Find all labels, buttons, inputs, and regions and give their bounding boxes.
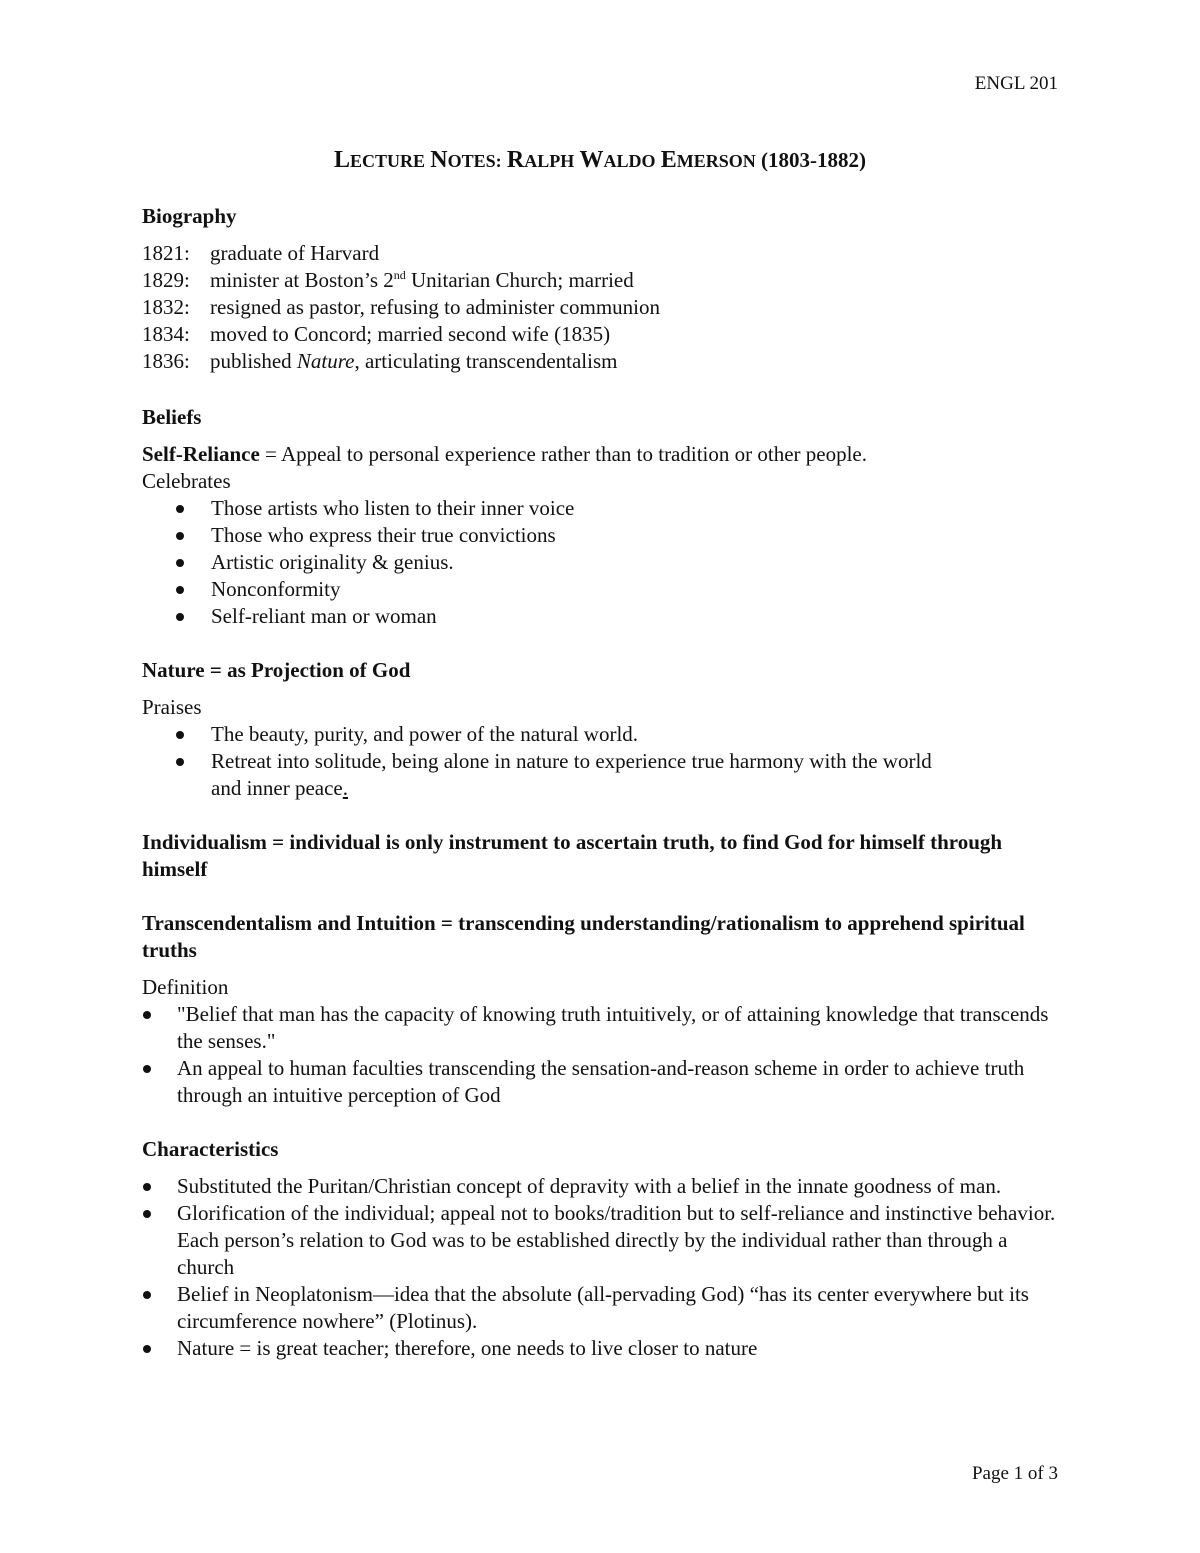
biography-section xyxy=(142,203,1058,375)
transcendentalism-section xyxy=(142,910,1058,1109)
individualism-section xyxy=(142,829,1058,883)
celebrates-list xyxy=(142,495,1058,630)
list-item: Belief in Neoplatonism—idea that the absolute (all-pervading God) “has its center everywhere but its circumference nowhere” (Plotinus). xyxy=(142,1281,1058,1335)
list-item: Artistic originality & genius. xyxy=(142,549,1058,576)
celebrates-label: Celebrates xyxy=(142,469,231,493)
page-title: LECTURE NOTES: RALPH WALDO EMERSON (1803-1882) xyxy=(333,147,867,173)
praises-label: Praises xyxy=(142,695,202,719)
document-body xyxy=(142,146,1058,1362)
list-item: Substituted the Puritan/Christian concept of depravity with a belief in the innate goodness of man. xyxy=(142,1173,1058,1200)
individualism-heading: Individualism = individual is only instrument to ascertain truth, to find God for himself through himself xyxy=(142,830,1003,881)
list-item: Nonconformity xyxy=(142,576,1058,603)
praises-list xyxy=(142,721,1058,802)
characteristics-section xyxy=(142,1136,1058,1362)
list-item: "Belief that man has the capacity of knowing truth intuitively, or of attaining knowledge that transcends the senses." xyxy=(142,1001,1058,1055)
list-item: The beauty, purity, and power of the natural world. xyxy=(142,721,1058,748)
biography-entry: 1829: minister at Boston’s 2nd Unitarian Church; married xyxy=(142,268,634,292)
biography-list xyxy=(142,240,1058,375)
list-item: Nature = is great teacher; therefore, one needs to live closer to nature xyxy=(142,1335,1058,1362)
list-item: Glorification of the individual; appeal not to books/tradition but to self-reliance and instinctive behavior. Each person’s relation to God was to be established directly by the individual rather than through a church xyxy=(142,1200,1058,1281)
transcendentalism-heading: Transcendentalism and Intuition = transcending understanding/rationalism to apprehend spiritual truths xyxy=(142,911,1025,962)
list-item: An appeal to human faculties transcending the sensation-and-reason scheme in order to achieve truth through an intuitive perception of God xyxy=(142,1055,1058,1109)
list-item: Retreat into solitude, being alone in nature to experience true harmony with the world and inner peace. xyxy=(142,748,1058,802)
characteristics-heading: Characteristics xyxy=(142,1137,279,1161)
list-item: Self-reliant man or woman xyxy=(142,603,1058,630)
beliefs-heading: Beliefs xyxy=(142,405,202,429)
self-reliance-definition: Self-Reliance = Appeal to personal experience rather than to tradition or other people. xyxy=(142,442,868,466)
biography-entry: 1821: graduate of Harvard xyxy=(142,241,380,265)
course-code: ENGL 201 xyxy=(974,73,1058,94)
beliefs-section xyxy=(142,404,1058,630)
nature-heading: Nature = as Projection of God xyxy=(142,658,411,682)
biography-entry: 1836: published Nature, articulating transcendentalism xyxy=(142,349,618,373)
page-number: Page 1 of 3 xyxy=(971,1463,1058,1484)
characteristics-list xyxy=(142,1173,1058,1362)
list-item: Those who express their true convictions xyxy=(142,522,1058,549)
list-item: Those artists who listen to their inner voice xyxy=(142,495,1058,522)
biography-entry: 1832: resigned as pastor, refusing to administer communion xyxy=(142,295,660,319)
nature-section xyxy=(142,657,1058,802)
biography-entry: 1834: moved to Concord; married second wife (1835) xyxy=(142,322,611,346)
definition-list xyxy=(142,1001,1058,1109)
biography-heading: Biography xyxy=(142,204,237,228)
definition-label: Definition xyxy=(142,975,229,999)
